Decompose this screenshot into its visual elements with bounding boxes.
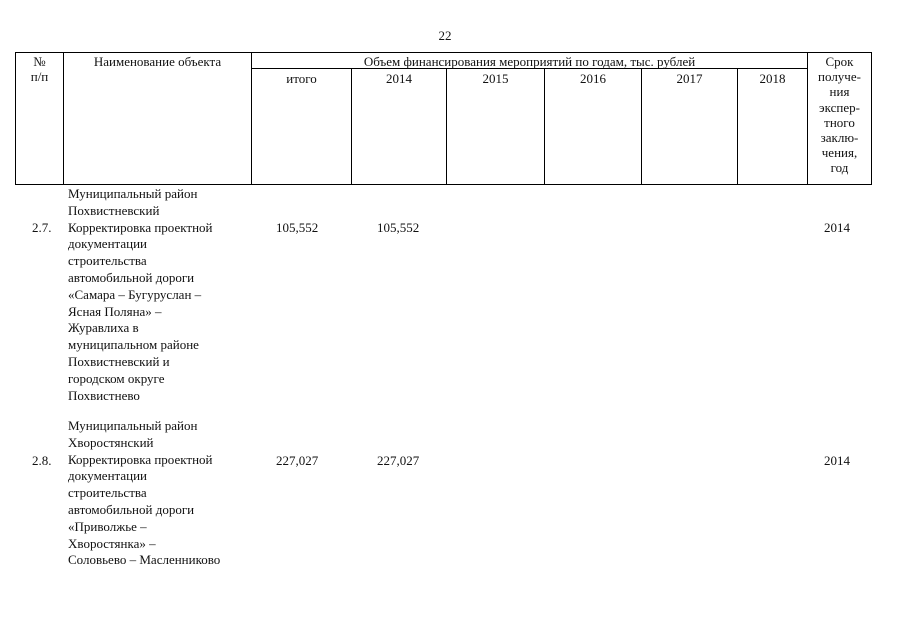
header-bottom-border xyxy=(15,184,872,185)
name-line: муниципальном районе xyxy=(68,337,199,353)
name-line: документации xyxy=(68,468,148,484)
row-number: 2.7. xyxy=(32,220,52,235)
name-line: документации xyxy=(68,236,148,252)
name-line: автомобильной дороги xyxy=(68,269,195,285)
header-col-2015: 2015 xyxy=(482,71,509,86)
name-line: строительства xyxy=(68,253,147,269)
deadline-line: заклю- xyxy=(820,130,859,146)
header-col-total: итого xyxy=(286,71,317,86)
name-line: Корректировка проектной xyxy=(68,451,213,467)
header-col-2017: 2017 xyxy=(676,71,703,86)
deadline-line: год xyxy=(830,160,849,176)
name-line: «Приволжье – xyxy=(68,518,147,534)
row-object-name xyxy=(68,418,220,569)
name-line: городском округе xyxy=(68,370,165,386)
name-line: Журавлиха в xyxy=(68,320,139,336)
name-line: Муниципальный район xyxy=(68,418,198,433)
row-total: 227,027 xyxy=(276,453,319,468)
row-2014: 105,552 xyxy=(377,220,420,235)
col-border-num xyxy=(63,52,64,185)
row-deadline: 2014 xyxy=(824,220,850,235)
header-col-2014: 2014 xyxy=(386,71,412,86)
row-total: 105,552 xyxy=(276,220,319,235)
header-col-2018: 2018 xyxy=(759,71,786,86)
row-number: 2.8. xyxy=(32,453,52,468)
name-line: строительства xyxy=(68,485,147,501)
header-col-2016: 2016 xyxy=(580,71,606,86)
header-num-line2: п/п xyxy=(30,69,49,85)
page-number: 22 xyxy=(438,28,452,43)
header-deadline xyxy=(808,54,871,176)
header-top-border xyxy=(15,52,872,53)
row-deadline: 2014 xyxy=(824,453,850,468)
deadline-line: чения, xyxy=(821,145,858,161)
name-line: автомобильной дороги xyxy=(68,501,195,517)
name-line: Ясная Поляна» – xyxy=(68,303,162,319)
header-name: Наименование объекта xyxy=(93,54,222,69)
deadline-line: Срок xyxy=(825,54,854,69)
header-num-line1: № xyxy=(33,54,46,69)
header-funding: Объем финансирования мероприятий по годам, тыс. рублей xyxy=(363,54,696,69)
col-border-right xyxy=(871,52,872,185)
deadline-line: тного xyxy=(824,114,855,130)
name-line: Соловьево – Масленниково xyxy=(68,552,221,568)
row-2014: 227,027 xyxy=(377,453,420,468)
name-line: Похвистнево xyxy=(68,387,140,403)
name-line: «Самара – Бугуруслан – xyxy=(68,286,202,302)
name-line: Корректировка проектной xyxy=(68,219,213,235)
deadline-line: ния xyxy=(829,84,850,100)
name-line: Похвистневский и xyxy=(68,353,170,369)
deadline-line: получе- xyxy=(818,69,861,85)
row-object-name xyxy=(68,186,212,404)
deadline-line: экспер- xyxy=(819,99,860,115)
name-line: Хворостянский xyxy=(68,434,154,450)
header-num xyxy=(16,54,63,84)
name-line: Хворостянка» – xyxy=(68,535,156,551)
name-line: Похвистневский xyxy=(68,202,160,218)
name-line: Муниципальный район xyxy=(68,186,198,201)
